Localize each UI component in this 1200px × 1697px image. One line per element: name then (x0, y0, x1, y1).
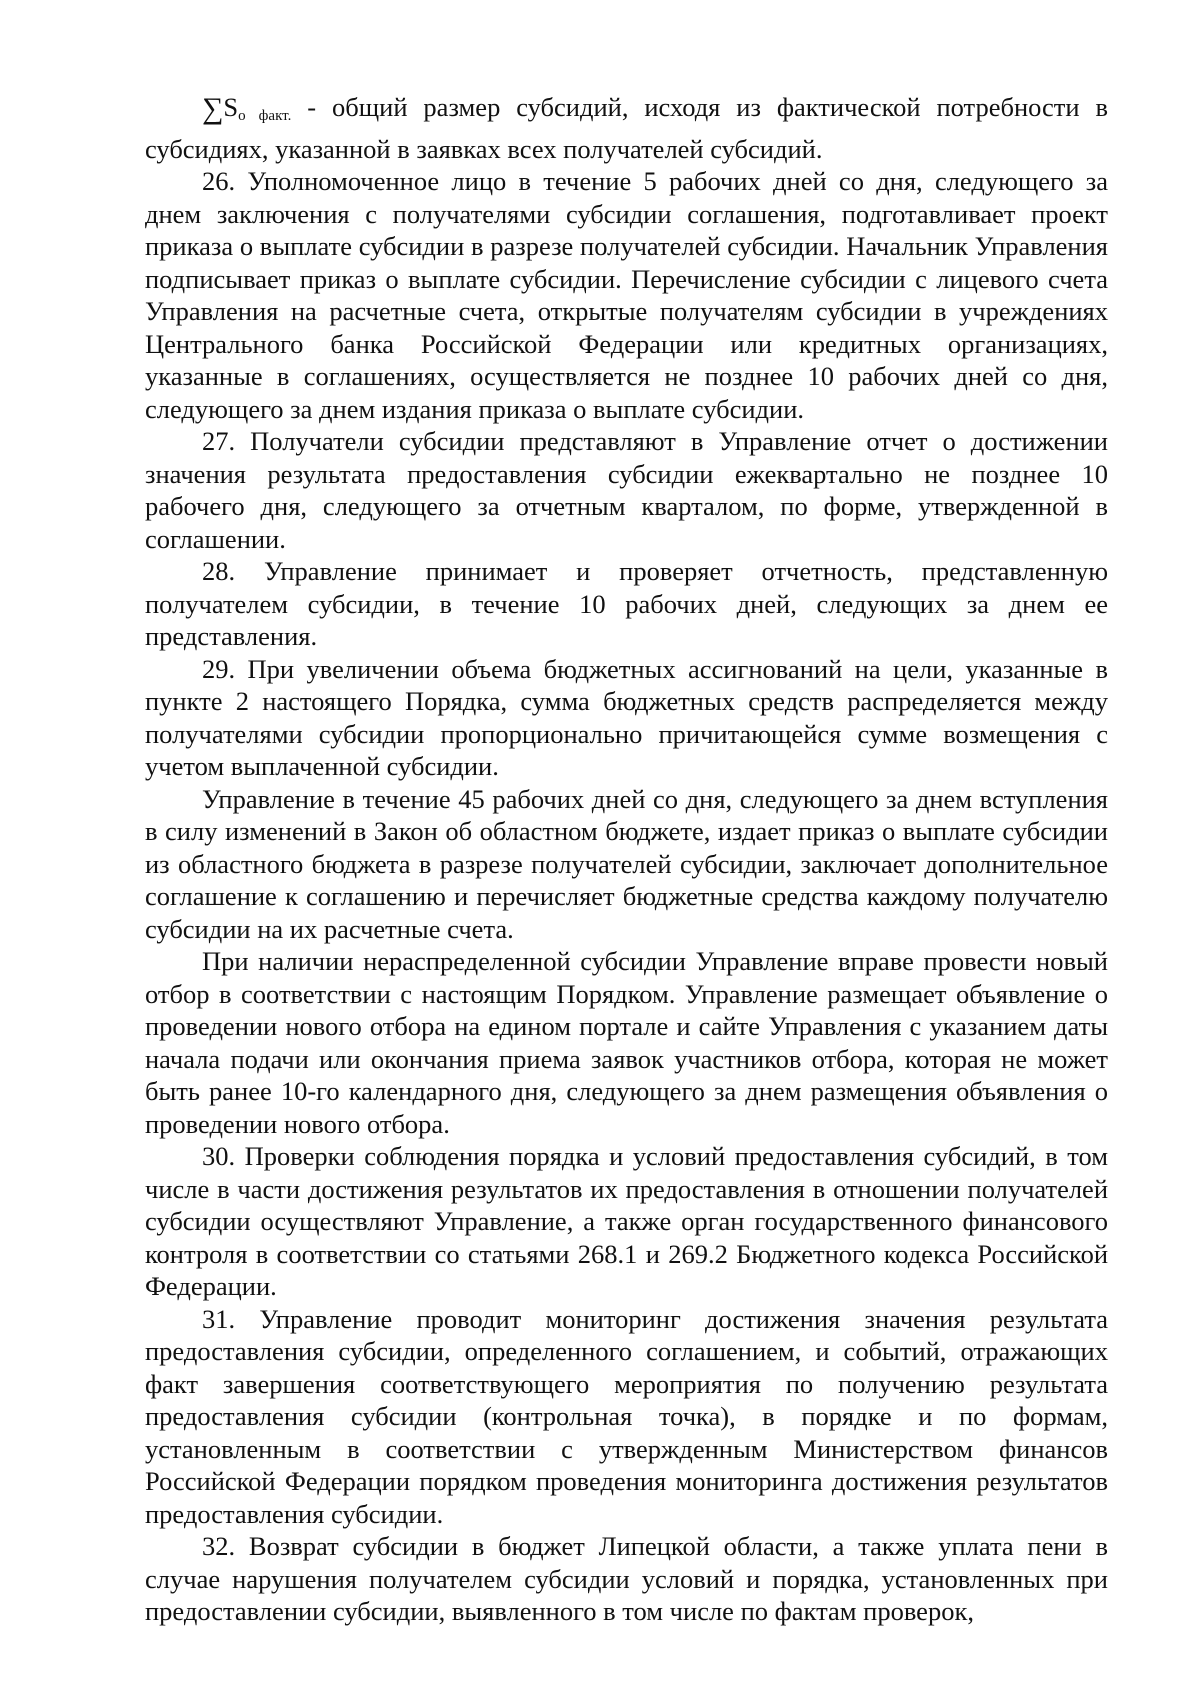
paragraph-29-part-3: При наличии нераспределенной субсидии Управление вправе провести новый отбор в соответствии с настоящим Порядком. Управление размещает объявление о проведении нового отбора на едином портале и сайте Управления с указанием даты начала подачи или окончания приема заявок участников отбора, которая не может быть ранее 10-го календарного дня, следующего за днем размещения объявления о проведении нового отбора. (145, 946, 1108, 1139)
paragraph-29: 29. При увеличении объема бюджетных ассигнований на цели, указанные в пункте 2 настоящего Порядка, сумма бюджетных средств распределяется между получателями субсидии пропорционально причитающейся сумме возмещения с учетом выплаченной субсидии. (145, 653, 1108, 781)
paragraph-31: 31. Управление проводит мониторинг достижения значения результата предоставления субсидии, определенного соглашением, и событий, отражающих факт завершения соответствующего мероприятия по получению результата предоставления субсидии (контрольная точка), в порядке и по формам, установленным в соответствии с утвержденным Министерством финансов Российской Федерации порядком проведения мониторинга достижения результатов предоставления субсидии. (145, 1303, 1108, 1529)
paragraph-28: 28. Управление принимает и проверяет отчетность, представленную получателем субсидии, в течение 10 рабочих дней, следующих за днем ее представления. (145, 556, 1108, 651)
paragraph-27: 27. Получатели субсидии представляют в Управление отчет о достижении значения результата предоставления субсидии ежеквартально не позднее 10 рабочего дня, следующего за отчетным кварталом, по форме, утвержденной в соглашении. (145, 426, 1108, 554)
formula-variable: S (223, 92, 239, 122)
formula-subscript: о факт. (238, 108, 292, 124)
sigma-symbol: ∑ (202, 92, 224, 125)
paragraph-26: 26. Уполномоченное лицо в течение 5 рабочих дней со дня, следующего за днем заключения с получателями субсидии соглашения, подготавливает проект приказа о выплате субсидии в разрезе получателей субсидии. Начальник Управления подписывает приказ о выплате субсидии. Перечисление субсидии с лицевого счета Управления на расчетные счета, открытые получателям субсидии в учреждениях Центрального банка Российской Федерации или кредитных организациях, указанные в соглашениях, осуществляется не позднее 10 рабочих дней со дня, следующего за днем издания приказа о выплате субсидии. (145, 166, 1108, 424)
formula-description: - общий размер субсидий, исходя из фактической потребности в субсидиях, указанной в заявках всех получателей субсидий. (145, 92, 1108, 164)
paragraph-30: 30. Проверки соблюдения порядка и условий предоставления субсидий, в том числе в части достижения результатов их предоставления в отношении получателей субсидии осуществляют Управление, а также орган государственного финансового контроля в соответствии со статьями 268.1 и 269.2 Бюджетного кодекса Российской Федерации. (145, 1141, 1108, 1301)
formula-paragraph (145, 91, 1108, 165)
paragraph-29-part-2: Управление в течение 45 рабочих дней со дня, следующего за днем вступления в силу изменений в Закон об областном бюджете, издает приказ о выплате субсидии из областного бюджета в разрезе получателей субсидии, заключает дополнительное соглашение к соглашению и перечисляет бюджетные средства каждому получателю субсидии на их расчетные счета. (145, 783, 1108, 944)
paragraph-32: 32. Возврат субсидии в бюджет Липецкой области, а также уплата пени в случае нарушения получателем субсидии условий и порядка, установленных при предоставлении субсидии, выявленного в том числе по фактам проверок, (145, 1531, 1108, 1626)
